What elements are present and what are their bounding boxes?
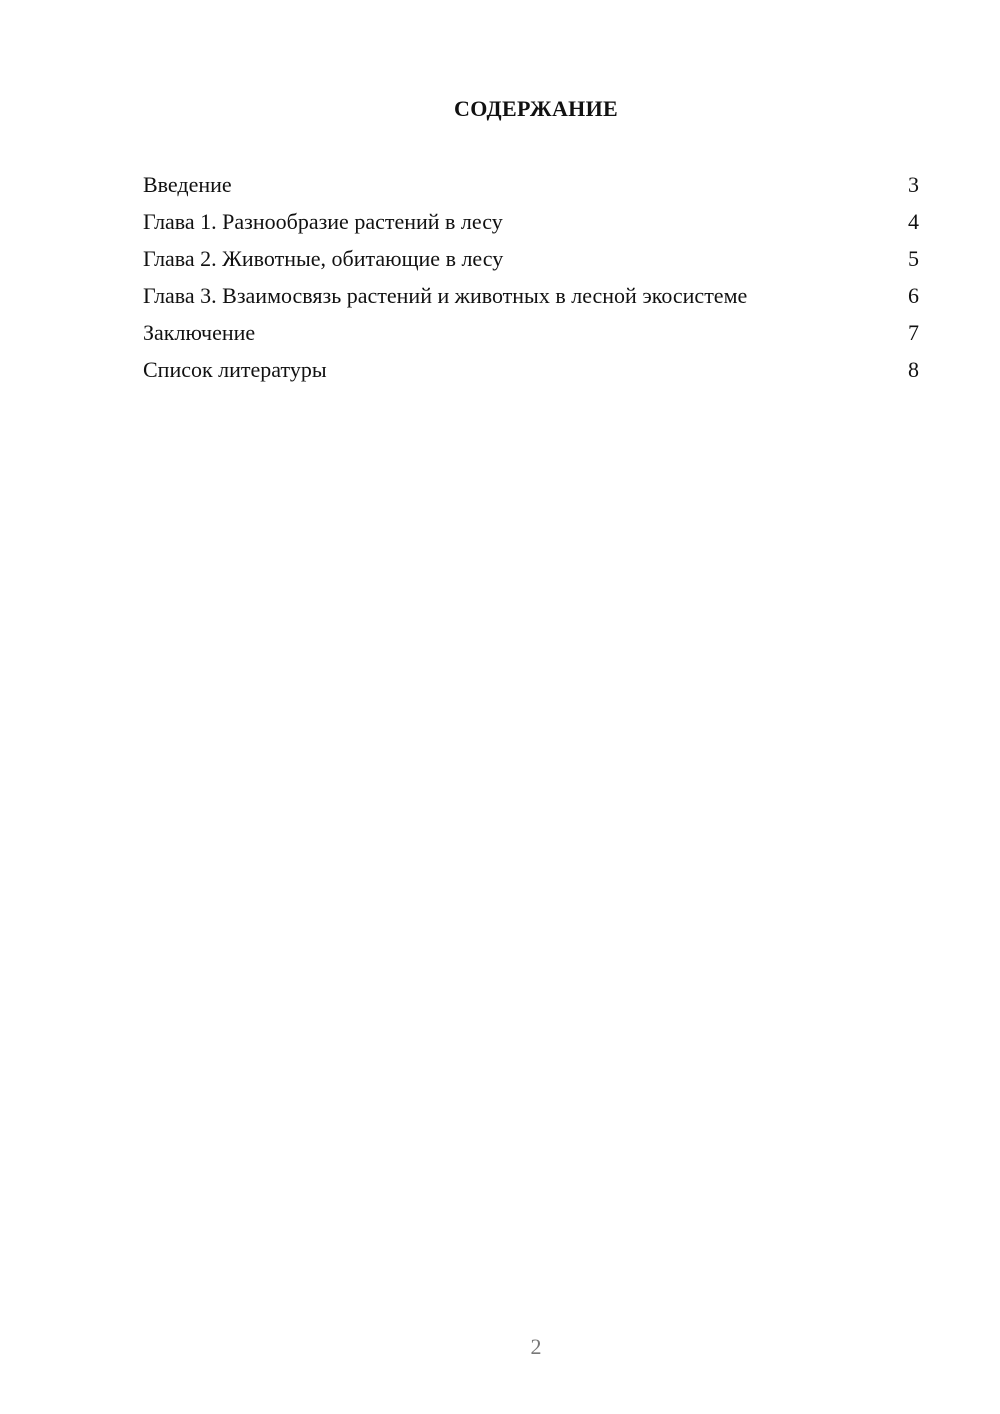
toc-entry-chapter-2 [143,244,919,281]
toc-entry-chapter-3 [143,281,919,318]
toc-entry-label: Глава 1. Разнообразие растений в лесу [143,209,503,234]
table-of-contents [143,170,919,392]
toc-entry-label: Список литературы [143,357,327,382]
toc-entry-page-number: 6 [908,283,919,308]
page-number: 2 [530,1334,542,1359]
toc-entry-chapter-1 [143,207,919,244]
toc-entry-page-number: 3 [908,172,919,197]
toc-entry-bibliography [143,355,919,392]
toc-entry-page-number: 5 [908,246,919,271]
toc-entry-label: Заключение [143,320,256,345]
toc-entry-label: Глава 3. Взаимосвязь растений и животных в лесной экосистеме [143,283,748,308]
toc-entry-introduction [143,170,919,207]
toc-entry-page-number: 4 [908,209,919,234]
toc-entry-conclusion [143,318,919,355]
toc-entry-label: Глава 2. Животные, обитающие в лесу [143,246,504,271]
toc-title: СОДЕРЖАНИЕ [454,96,618,121]
toc-entry-label: Введение [143,172,232,197]
toc-entry-page-number: 8 [908,357,919,382]
toc-entry-page-number: 7 [908,320,919,345]
